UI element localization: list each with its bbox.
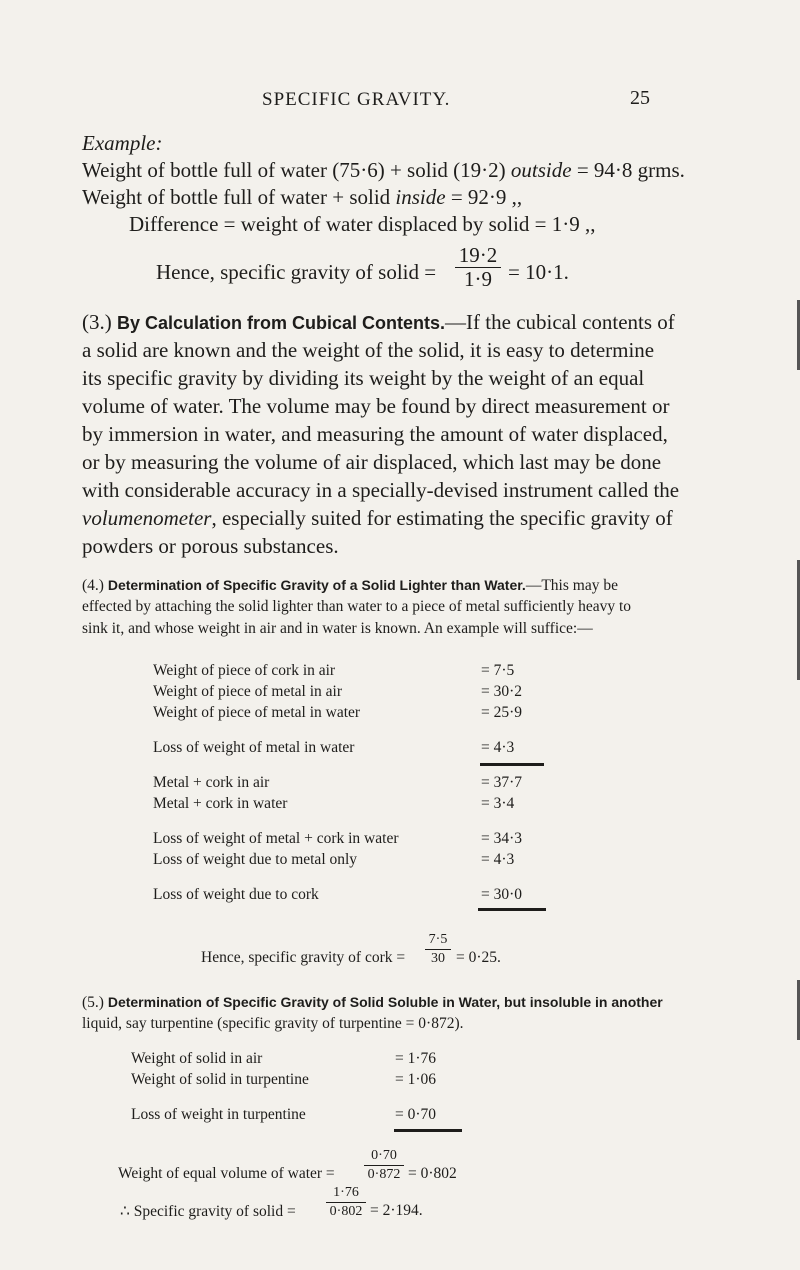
section-4-line-1-rest: —This may be: [525, 577, 618, 594]
section-3-heading: By Calculation from Cubical Contents.: [117, 313, 446, 333]
calc-row-value: = 4·3: [481, 739, 515, 756]
calc-row-label: Metal + cork in air: [153, 774, 270, 791]
sum-rule: [478, 908, 546, 911]
example-fraction-numerator: 19·2: [458, 243, 498, 267]
sum-rule: [480, 763, 544, 766]
example-line-2: [82, 187, 522, 208]
section-4-heading: Determination of Specific Gravity of a Solid Lighter than Water.: [107, 577, 526, 593]
example-hence-result: = 10·1.: [508, 260, 569, 284]
solid-sg-numerator: 1·76: [333, 1185, 359, 1200]
calc-row-value: = 7·5: [481, 662, 515, 679]
calc-row-value: = 0·70: [395, 1106, 437, 1123]
example-label: Example:: [82, 131, 163, 155]
section-3-line: [82, 504, 673, 532]
running-header-title: SPECIFIC GRAVITY.: [262, 89, 451, 110]
calc-row-value: = 25·9: [481, 704, 523, 721]
section-5-heading: Determination of Specific Gravity of Solid Soluble in Water, but insoluble in another: [107, 994, 663, 1010]
cork-fraction-denominator: 30: [431, 951, 445, 966]
calc-row-value: = 3·4: [481, 795, 515, 812]
section-3-line: a solid are known and the weight of the solid, it is easy to determine: [82, 338, 655, 362]
calc-row-label: Weight of solid in turpentine: [131, 1071, 309, 1088]
calc-row-label: Weight of piece of cork in air: [153, 662, 336, 679]
solid-sg-result: = 2·194.: [370, 1202, 423, 1219]
solid-sg-fraction: [326, 1185, 366, 1220]
calc-row-value: = 30·0: [481, 886, 523, 903]
example-fraction: [455, 245, 501, 290]
calc-row-label: Loss of weight due to metal only: [153, 851, 358, 868]
section-5-line: liquid, say turpentine (specific gravity of turpentine = 0·872).: [82, 1015, 464, 1032]
example-line-1-result: = 94·8 grms.: [571, 158, 685, 182]
section-3-line: volume of water. The volume may be found by direct measurement or: [82, 394, 670, 418]
volumenometer-term: volumenometer: [82, 506, 212, 530]
water-volume-denominator: 0·872: [367, 1167, 401, 1182]
section-3-line: its specific gravity by dividing its weight by the weight of an equal: [82, 366, 645, 390]
calc-row-label: Weight of solid in air: [131, 1050, 263, 1067]
calc-row-label: Loss of weight in turpentine: [131, 1106, 306, 1123]
water-volume-result: = 0·802: [408, 1165, 457, 1182]
calc-row-value: = 37·7: [481, 774, 523, 791]
example-line-1-text: Weight of bottle full of water (75·6) + solid (19·2): [82, 158, 511, 182]
section-4-line: effected by attaching the solid lighter than water to a piece of metal sufficiently heavy to: [82, 598, 632, 615]
section-3-line: with considerable accuracy in a specially-devised instrument called the: [82, 478, 680, 502]
solid-sg-label: ∴ Specific gravity of solid =: [120, 1203, 296, 1220]
water-volume-label: Weight of equal volume of water =: [118, 1165, 335, 1182]
section-3-line-rest: , especially suited for estimating the specific gravity of: [211, 506, 673, 530]
page-number: 25: [630, 87, 650, 109]
calc-row-label: Weight of piece of metal in water: [153, 704, 361, 721]
calc-row-label: Weight of piece of metal in air: [153, 683, 342, 700]
cork-fraction: [425, 932, 451, 967]
calc-row-label: Loss of weight of metal in water: [153, 739, 355, 756]
section-3-first-line: [82, 308, 675, 337]
cork-hence-result: = 0·25.: [456, 949, 501, 966]
section-3-line: or by measuring the volume of air displaced, which last may be done: [82, 450, 662, 474]
section-3-line: by immersion in water, and measuring the amount of water displaced,: [82, 422, 668, 446]
example-line-2-text: Weight of bottle full of water + solid: [82, 185, 396, 209]
section-5-number: (5.): [82, 994, 108, 1011]
example-line-1-italic: outside: [510, 158, 572, 182]
solid-sg-denominator: 0·802: [329, 1204, 363, 1219]
section-3-line-0: —If the cubical contents of: [445, 310, 675, 334]
calc-row-value: = 4·3: [481, 851, 515, 868]
calc-row-value: = 1·76: [395, 1050, 437, 1067]
cork-hence-label: Hence, specific gravity of cork =: [201, 949, 406, 966]
calc-row-value: = 34·3: [481, 830, 523, 847]
example-fraction-denominator: 1·9: [464, 267, 492, 291]
calc-row-label: Metal + cork in water: [153, 795, 288, 812]
section-4-line: sink it, and whose weight in air and in water is known. An example will suffice:—: [82, 620, 593, 637]
example-line-2-result: = 92·9 ,,: [445, 185, 523, 209]
calc-row-value: = 30·2: [481, 683, 523, 700]
section-4-first-line: [82, 574, 618, 597]
example-line-2-italic: inside: [395, 185, 446, 209]
sum-rule: [394, 1129, 462, 1132]
cork-fraction-numerator: 7·5: [428, 932, 448, 947]
example-hence-label: Hence, specific gravity of solid =: [156, 260, 437, 284]
calc-row-value: = 1·06: [395, 1071, 437, 1088]
water-volume-numerator: 0·70: [371, 1148, 397, 1163]
section-3-number: (3.): [82, 310, 117, 334]
example-line-1: [82, 160, 685, 181]
section-5-first-line: [82, 991, 663, 1014]
calc-row-label: Loss of weight due to cork: [153, 886, 319, 903]
water-volume-fraction: [364, 1148, 404, 1183]
section-4-number: (4.): [82, 577, 108, 594]
section-3-line: powders or porous substances.: [82, 534, 339, 558]
calc-row-label: Loss of weight of metal + cork in water: [153, 830, 399, 847]
example-line-3: Difference = weight of water displaced by solid = 1·9 ,,: [129, 212, 596, 236]
